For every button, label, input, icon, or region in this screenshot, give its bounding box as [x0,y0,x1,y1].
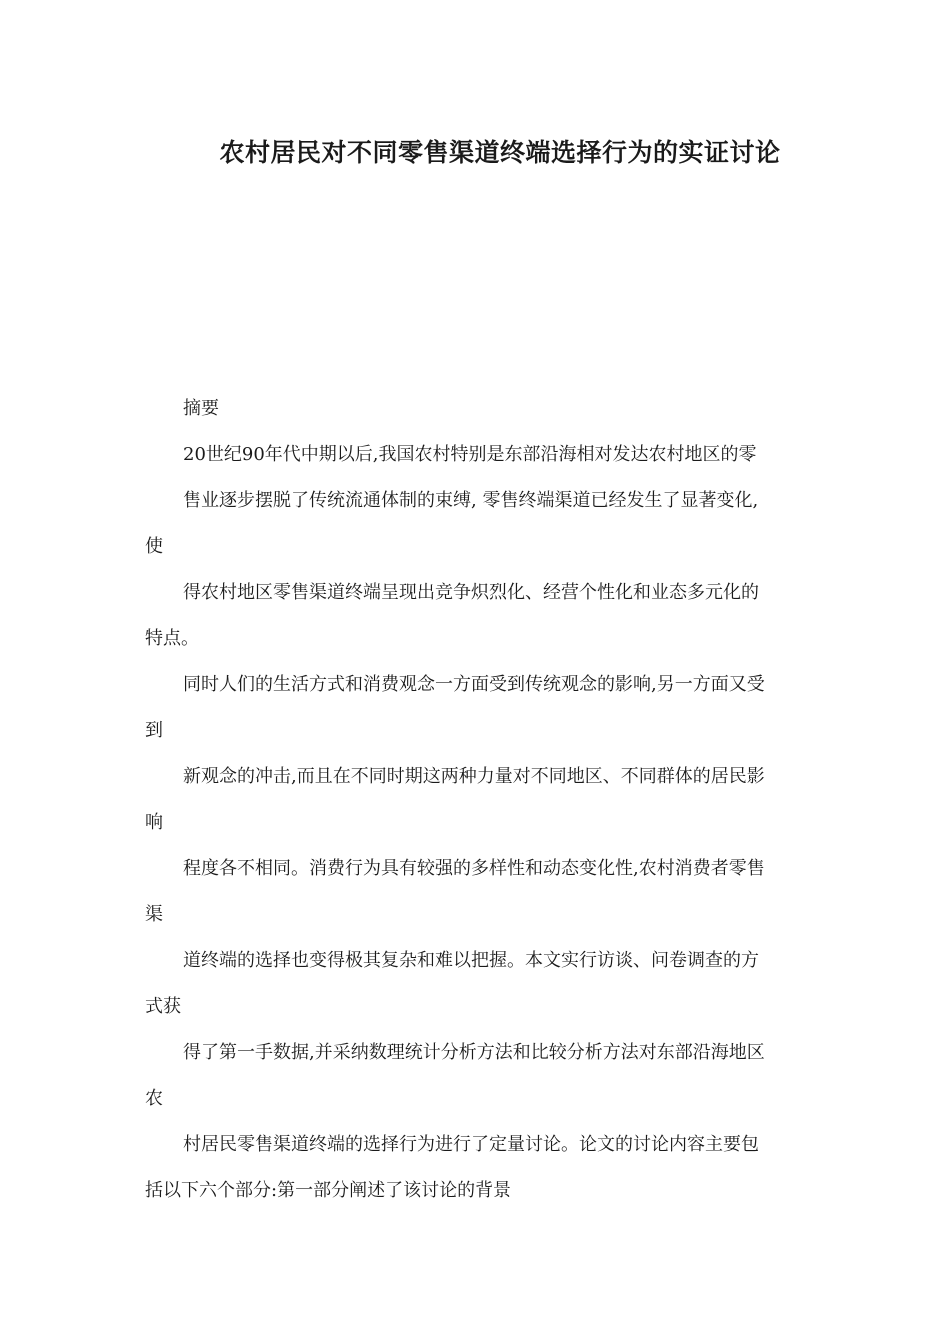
text-line: 新观念的冲击,而且在不同时期这两种力量对不同地区、不同群体的居民影 [183,766,765,787]
text-line: 得农村地区零售渠道终端呈现出竞争炽烈化、经营个性化和业态多元化的 [183,582,759,603]
text-line: 式获 [145,996,181,1017]
document-title: 农村居民对不同零售渠道终端选择行为的实证讨论 [219,138,781,167]
text-line: 农 [145,1088,163,1109]
text-line: 特点。 [145,628,199,649]
text-line: 20世纪90年代中期以后,我国农村特别是东部沿海相对发达农村地区的零 [183,444,757,465]
text-line: 渠 [145,904,163,925]
text-line: 括以下六个部分:第一部分阐述了该讨论的背景 [145,1180,512,1201]
text-line: 同时人们的生活方式和消费观念一方面受到传统观念的影响,另一方面又受 [183,674,765,695]
text-line: 售业逐步摆脱了传统流通体制的束缚, 零售终端渠道已经发生了显著变化, [183,490,759,511]
document-body [145,386,810,1214]
text-line: 道终端的选择也变得极其复杂和难以把握。本文实行访谈、问卷调查的方 [183,950,759,971]
text-line: 使 [145,536,163,557]
text-line: 到 [145,720,163,741]
text-line: 得了第一手数据,并采纳数理统计分析方法和比较分析方法对东部沿海地区 [183,1042,765,1063]
text-line: 程度各不相同。消费行为具有较强的多样性和动态变化性,农村消费者零售 [183,858,765,879]
text-line: 摘要 [183,398,219,419]
text-line: 村居民零售渠道终端的选择行为进行了定量讨论。论文的讨论内容主要包 [183,1134,759,1155]
text-line: 响 [145,812,163,833]
